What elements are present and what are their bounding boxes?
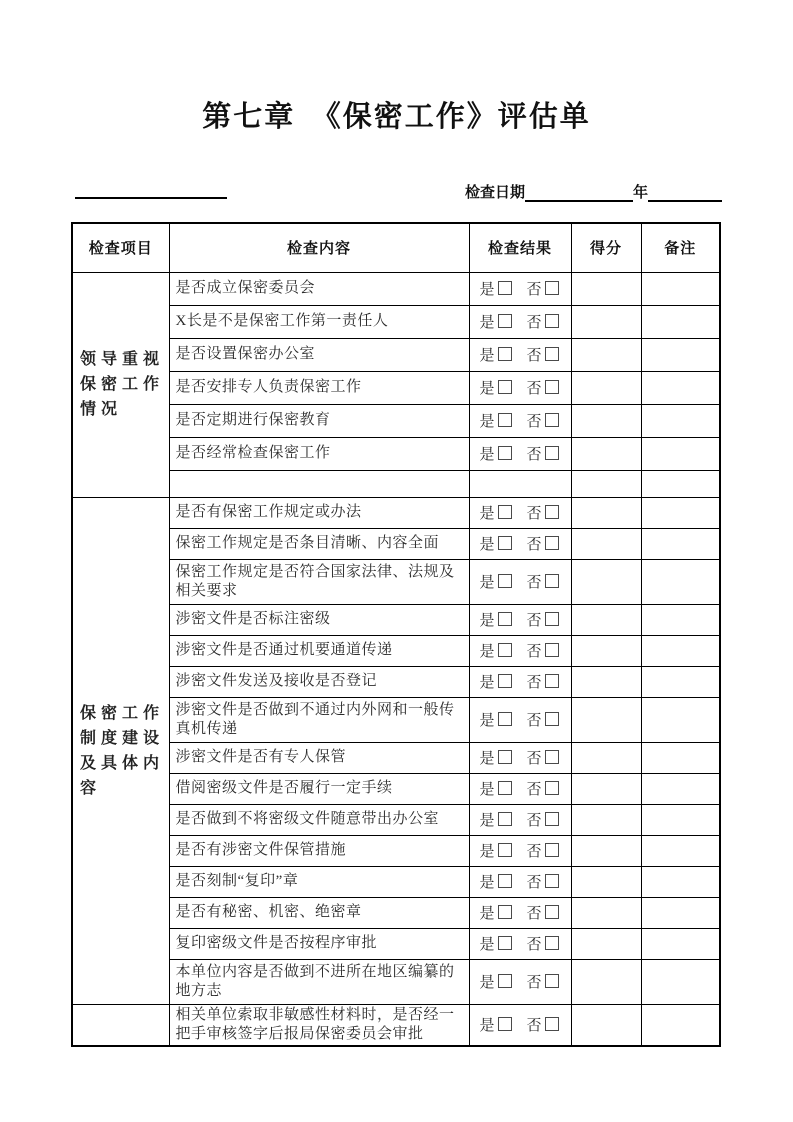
yes-label: 是	[479, 906, 495, 922]
note-cell	[641, 497, 720, 528]
yes-label: 是	[479, 414, 495, 430]
result-cell	[469, 666, 571, 697]
result-cell	[469, 835, 571, 866]
yes-checkbox-icon	[498, 905, 512, 919]
result-cell	[469, 404, 571, 437]
yes-checkbox-icon	[498, 974, 512, 988]
result-cell	[469, 470, 571, 497]
yes-label: 是	[479, 282, 495, 298]
table-row	[72, 371, 720, 404]
note-cell	[641, 272, 720, 305]
table-row	[72, 773, 720, 804]
note-cell	[641, 338, 720, 371]
yes-checkbox-icon	[498, 843, 512, 857]
no-checkbox-icon	[545, 612, 559, 626]
score-cell	[571, 559, 641, 604]
no-label: 否	[526, 348, 542, 364]
no-label: 否	[526, 506, 542, 522]
score-cell	[571, 928, 641, 959]
header-check-item: 检查项目	[72, 223, 169, 272]
header-check-content: 检查内容	[169, 223, 469, 272]
header-remarks: 备注	[641, 223, 720, 272]
note-cell	[641, 835, 720, 866]
score-cell	[571, 497, 641, 528]
no-label: 否	[526, 782, 542, 798]
score-cell	[571, 773, 641, 804]
no-checkbox-icon	[545, 843, 559, 857]
yes-checkbox-icon	[498, 380, 512, 394]
result-cell	[469, 1004, 571, 1046]
yes-label: 是	[479, 782, 495, 798]
yes-checkbox-icon	[498, 874, 512, 888]
yes-label: 是	[479, 875, 495, 891]
table-row	[72, 835, 720, 866]
no-checkbox-icon	[545, 674, 559, 688]
result-cell	[469, 866, 571, 897]
yes-checkbox-icon	[498, 643, 512, 657]
score-cell	[571, 604, 641, 635]
note-cell	[641, 635, 720, 666]
score-cell	[571, 272, 641, 305]
result-cell	[469, 697, 571, 742]
note-cell	[641, 404, 720, 437]
note-cell	[641, 437, 720, 470]
content-cell: 涉密文件是否标注密级	[169, 604, 469, 635]
no-label: 否	[526, 813, 542, 829]
note-cell	[641, 959, 720, 1004]
score-cell	[571, 666, 641, 697]
content-cell: X长是不是保密工作第一责任人	[169, 305, 469, 338]
table-row	[72, 959, 720, 1004]
unit-name-blank-line	[75, 181, 227, 199]
yes-checkbox-icon	[498, 281, 512, 295]
yes-checkbox-icon	[498, 536, 512, 550]
yes-label: 是	[479, 844, 495, 860]
table-row	[72, 1004, 720, 1046]
score-cell	[571, 404, 641, 437]
yes-label: 是	[479, 381, 495, 397]
content-cell	[169, 470, 469, 497]
content-cell: 涉密文件是否通过机要通道传递	[169, 635, 469, 666]
yes-checkbox-icon	[498, 574, 512, 588]
result-cell	[469, 773, 571, 804]
table-row	[72, 272, 720, 305]
content-cell: 涉密文件是否有专人保管	[169, 742, 469, 773]
content-cell: 是否成立保密委员会	[169, 272, 469, 305]
note-cell	[641, 666, 720, 697]
table-row	[72, 928, 720, 959]
header-check-result: 检查结果	[469, 223, 571, 272]
yes-label: 是	[479, 675, 495, 691]
yes-checkbox-icon	[498, 674, 512, 688]
yes-label: 是	[479, 506, 495, 522]
table-row	[72, 604, 720, 635]
yes-label: 是	[479, 644, 495, 660]
yes-checkbox-icon	[498, 347, 512, 361]
note-cell	[641, 559, 720, 604]
yes-label: 是	[479, 575, 495, 591]
score-cell	[571, 866, 641, 897]
table-row	[72, 742, 720, 773]
yes-label: 是	[479, 315, 495, 331]
no-label: 否	[526, 713, 542, 729]
category-cell-system: 保密工作制度建设及具体内容	[72, 497, 169, 1004]
table-row	[72, 804, 720, 835]
result-cell	[469, 928, 571, 959]
no-checkbox-icon	[545, 413, 559, 427]
table-row	[72, 305, 720, 338]
no-label: 否	[526, 282, 542, 298]
no-checkbox-icon	[545, 536, 559, 550]
no-label: 否	[526, 315, 542, 331]
yes-checkbox-icon	[498, 612, 512, 626]
no-label: 否	[526, 1018, 542, 1034]
yes-checkbox-icon	[498, 314, 512, 328]
content-cell: 是否安排专人负责保密工作	[169, 371, 469, 404]
content-cell: 相关单位索取非敏感性材料时，是否经一把手审核签字后报局保密委员会审批	[169, 1004, 469, 1046]
note-cell	[641, 928, 720, 959]
result-cell	[469, 497, 571, 528]
yes-label: 是	[479, 447, 495, 463]
table-row	[72, 338, 720, 371]
table-row	[72, 635, 720, 666]
yes-label: 是	[479, 937, 495, 953]
yes-label: 是	[479, 537, 495, 553]
no-checkbox-icon	[545, 281, 559, 295]
header-score: 得分	[571, 223, 641, 272]
score-cell	[571, 959, 641, 1004]
inspection-date-label: 检查日期	[465, 184, 526, 201]
category-cell-leadership: 领导重视保密工作情况	[72, 272, 169, 497]
content-cell: 是否有秘密、机密、绝密章	[169, 897, 469, 928]
note-cell	[641, 697, 720, 742]
yes-label: 是	[479, 975, 495, 991]
no-label: 否	[526, 447, 542, 463]
category-cell-blank	[72, 1004, 169, 1046]
date-blank-line	[525, 186, 633, 202]
yes-checkbox-icon	[498, 505, 512, 519]
note-cell	[641, 371, 720, 404]
no-checkbox-icon	[545, 347, 559, 361]
content-cell: 是否经常检查保密工作	[169, 437, 469, 470]
score-cell	[571, 528, 641, 559]
yes-checkbox-icon	[498, 413, 512, 427]
result-cell	[469, 338, 571, 371]
result-cell	[469, 437, 571, 470]
score-cell	[571, 470, 641, 497]
result-cell	[469, 305, 571, 338]
no-label: 否	[526, 875, 542, 891]
yes-checkbox-icon	[498, 1017, 512, 1031]
score-cell	[571, 1004, 641, 1046]
content-cell: 本单位内容是否做到不进所在地区编纂的地方志	[169, 959, 469, 1004]
no-label: 否	[526, 675, 542, 691]
no-checkbox-icon	[545, 1017, 559, 1031]
table-row	[72, 866, 720, 897]
table-row	[72, 437, 720, 470]
result-cell	[469, 959, 571, 1004]
score-cell	[571, 338, 641, 371]
content-cell: 保密工作规定是否条目清晰、内容全面	[169, 528, 469, 559]
content-cell: 是否刻制“复印”章	[169, 866, 469, 897]
no-label: 否	[526, 937, 542, 953]
note-cell	[641, 804, 720, 835]
note-cell	[641, 305, 720, 338]
content-cell: 借阅密级文件是否履行一定手续	[169, 773, 469, 804]
note-cell	[641, 866, 720, 897]
content-cell: 是否有涉密文件保管措施	[169, 835, 469, 866]
no-label: 否	[526, 751, 542, 767]
no-checkbox-icon	[545, 781, 559, 795]
no-label: 否	[526, 414, 542, 430]
note-cell	[641, 470, 720, 497]
content-cell: 是否做到不将密级文件随意带出办公室	[169, 804, 469, 835]
note-cell	[641, 1004, 720, 1046]
content-cell: 涉密文件是否做到不通过内外网和一般传真机传递	[169, 697, 469, 742]
inspection-date-row	[465, 181, 722, 199]
no-label: 否	[526, 381, 542, 397]
yes-checkbox-icon	[498, 781, 512, 795]
result-cell	[469, 897, 571, 928]
page-title: 第七章 《保密工作》评估单	[202, 101, 591, 133]
result-cell	[469, 528, 571, 559]
table-row	[72, 497, 720, 528]
no-checkbox-icon	[545, 712, 559, 726]
evaluation-table	[71, 222, 721, 1047]
content-cell: 保密工作规定是否符合国家法律、法规及相关要求	[169, 559, 469, 604]
content-cell: 涉密文件发送及接收是否登记	[169, 666, 469, 697]
no-label: 否	[526, 975, 542, 991]
score-cell	[571, 835, 641, 866]
table-row	[72, 559, 720, 604]
result-cell	[469, 559, 571, 604]
yes-checkbox-icon	[498, 812, 512, 826]
table-row	[72, 697, 720, 742]
no-label: 否	[526, 906, 542, 922]
score-cell	[571, 305, 641, 338]
note-cell	[641, 528, 720, 559]
result-cell	[469, 604, 571, 635]
no-label: 否	[526, 575, 542, 591]
no-label: 否	[526, 537, 542, 553]
note-cell	[641, 742, 720, 773]
result-cell	[469, 371, 571, 404]
content-cell: 是否设置保密办公室	[169, 338, 469, 371]
score-cell	[571, 635, 641, 666]
year-blank-line	[648, 186, 722, 202]
no-checkbox-icon	[545, 812, 559, 826]
yes-label: 是	[479, 1018, 495, 1034]
no-checkbox-icon	[545, 446, 559, 460]
note-cell	[641, 897, 720, 928]
yes-checkbox-icon	[498, 446, 512, 460]
note-cell	[641, 604, 720, 635]
yes-label: 是	[479, 348, 495, 364]
no-checkbox-icon	[545, 874, 559, 888]
content-cell: 是否有保密工作规定或办法	[169, 497, 469, 528]
score-cell	[571, 804, 641, 835]
table-header-row	[72, 223, 720, 272]
table-row	[72, 404, 720, 437]
content-cell: 是否定期进行保密教育	[169, 404, 469, 437]
table-row	[72, 528, 720, 559]
yes-checkbox-icon	[498, 712, 512, 726]
result-cell	[469, 742, 571, 773]
score-cell	[571, 742, 641, 773]
score-cell	[571, 371, 641, 404]
table-row-empty	[72, 470, 720, 497]
result-cell	[469, 272, 571, 305]
no-checkbox-icon	[545, 314, 559, 328]
table-row	[72, 897, 720, 928]
yes-label: 是	[479, 813, 495, 829]
no-label: 否	[526, 613, 542, 629]
no-label: 否	[526, 844, 542, 860]
no-checkbox-icon	[545, 936, 559, 950]
yes-checkbox-icon	[498, 936, 512, 950]
score-cell	[571, 897, 641, 928]
result-cell	[469, 804, 571, 835]
table-row	[72, 666, 720, 697]
no-checkbox-icon	[545, 905, 559, 919]
yes-checkbox-icon	[498, 750, 512, 764]
no-checkbox-icon	[545, 750, 559, 764]
year-label: 年	[633, 184, 649, 201]
content-cell: 复印密级文件是否按程序审批	[169, 928, 469, 959]
no-label: 否	[526, 644, 542, 660]
no-checkbox-icon	[545, 505, 559, 519]
score-cell	[571, 697, 641, 742]
note-cell	[641, 773, 720, 804]
no-checkbox-icon	[545, 643, 559, 657]
yes-label: 是	[479, 751, 495, 767]
no-checkbox-icon	[545, 574, 559, 588]
score-cell	[571, 437, 641, 470]
yes-label: 是	[479, 713, 495, 729]
yes-label: 是	[479, 613, 495, 629]
no-checkbox-icon	[545, 380, 559, 394]
result-cell	[469, 635, 571, 666]
no-checkbox-icon	[545, 974, 559, 988]
